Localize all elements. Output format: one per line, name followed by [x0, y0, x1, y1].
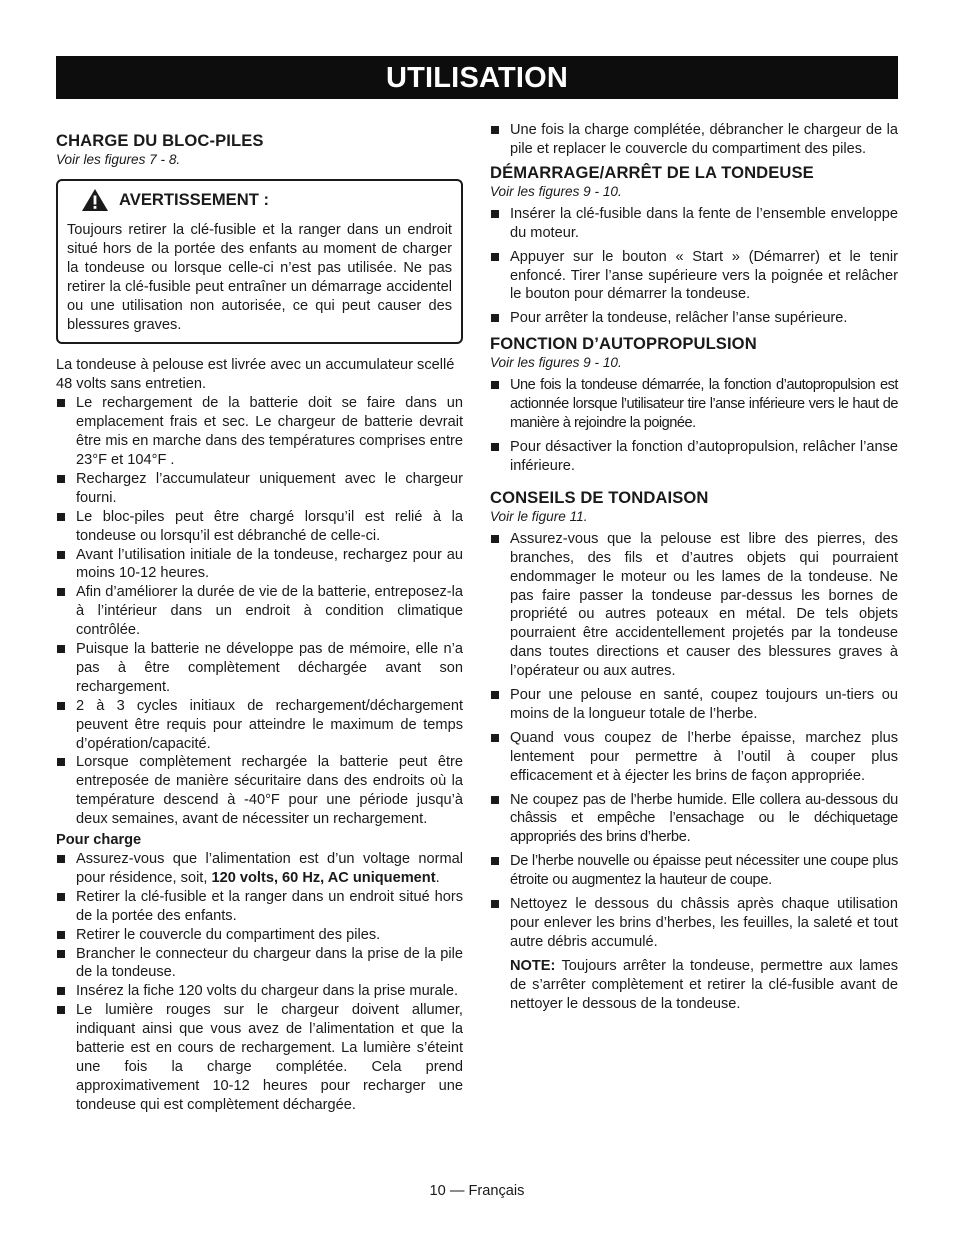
figure-reference: Voir les figures 9 - 10. [490, 183, 622, 199]
list-item [490, 376, 898, 433]
note-text: Toujours arrêter la tondeuse, permettre aux lames de s’arrêter complètement et retirer la clé-fusible avant de nettoyer le dessous de la tondeuse. [510, 957, 898, 1012]
list-item [490, 309, 898, 328]
list-item [56, 945, 463, 983]
bullet-square-icon [491, 210, 499, 218]
list-item-text: Une fois la charge complétée, débrancher le chargeur de la pile et replacer le couvercle du compartiment des piles. [510, 122, 898, 157]
list-item-text: Pour une pelouse en santé, coupez toujours un-tiers ou moins de la longueur totale de l’herbe. [510, 687, 898, 722]
list-item [490, 248, 898, 305]
page-footer: 10 — Français [429, 1183, 525, 1199]
list-item-text: Puisque la batterie ne développe pas de mémoire, elle n’a pas à être complètement déchargée avant son rechargement. [76, 641, 463, 695]
list-item [56, 546, 463, 584]
list-item-text: Pour arrêter la tondeuse, relâcher l’anse supérieure. [510, 310, 848, 327]
section-heading-charge: CHARGE DU BLOC-PILES [56, 131, 264, 150]
list-item-text: . [435, 869, 440, 886]
list-item [56, 640, 463, 697]
voltage-emphasis: 120 volts, 60 Hz, AC uniquement [211, 869, 436, 886]
list-item [56, 508, 463, 546]
bullet-square-icon [491, 796, 499, 804]
note-paragraph [490, 957, 898, 1014]
bullet-square-icon [57, 475, 65, 483]
page-title-banner: UTILISATION [56, 56, 898, 99]
bullet-square-icon [57, 855, 65, 863]
list-item [56, 697, 463, 754]
list-item [56, 470, 463, 508]
bullet-square-icon [491, 900, 499, 908]
section-heading-self-propel: FONCTION D’AUTOPROPULSION [490, 334, 757, 354]
list-item [490, 791, 898, 848]
list-item [56, 583, 463, 640]
list-item [56, 1001, 463, 1114]
bullet-square-icon [57, 1006, 65, 1014]
bullet-square-icon [491, 443, 499, 451]
tips-bullet-list [490, 530, 898, 952]
bullet-square-icon [57, 758, 65, 766]
list-item-text: 2 à 3 cycles initiaux de rechargement/déchargement peuvent être requis pour atteindre le maximum de temps d’opération/capacité. [76, 697, 463, 752]
subheading-pour-charge: Pour charge [56, 832, 142, 849]
note-label: NOTE: [510, 957, 556, 974]
pour-charge-bullet-list [56, 850, 463, 1115]
list-item-text: Nettoyez le dessous du châssis après chaque utilisation pour enlever les brins d’herbes, les feuilles, la saleté et tout autre débris accumulé. [510, 896, 898, 950]
list-item [56, 982, 463, 1001]
warning-title: AVERTISSEMENT : [119, 189, 269, 209]
list-item-text: Rechargez l’accumulateur uniquement avec le chargeur fourni. [76, 470, 463, 506]
bullet-square-icon [491, 253, 499, 261]
list-item [490, 530, 898, 681]
list-item-text: Ne coupez pas de l’herbe humide. Elle collera au-dessous du châssis et empêche l’ensachage ou le déchiquetage appropriés des brins d’herbe. [510, 791, 898, 846]
bullet-square-icon [57, 987, 65, 995]
list-item-text: Le bloc-piles peut être chargé lorsqu’il est relié à la tondeuse ou lorsqu’il est débranché de celle-ci. [76, 508, 463, 544]
warning-box [56, 179, 463, 344]
bullet-square-icon [491, 535, 499, 543]
list-item-text: Le lumière rouges sur le chargeur doivent allumer, indiquant ainsi que vous avez de l’alimentation et que la batterie est en cours de rechargement. La lumière s’éteint une fois la charge complétée. Cela prend approximativement 10-12 heures pour recharger une tondeuse qui est complètement déchargée. [76, 1002, 463, 1113]
section-heading-mowing-tips: CONSEILS DE TONDAISON [490, 487, 709, 507]
list-item-text: Retirer la clé-fusible et la ranger dans un endroit situé hors de la portée des enfants. [76, 888, 463, 924]
list-item-text: Retirer le couvercle du compartiment des piles. [76, 926, 381, 943]
list-item [56, 394, 463, 470]
warning-triangle-icon [81, 188, 109, 212]
list-item-text: Une fois la tondeuse démarrée, la fonction d’autopropulsion est actionnée lorsque l’utilisateur tire l’anse inférieure vers le haut de manière à rejoindre la poignée. [510, 377, 898, 432]
list-item-text: Pour désactiver la fonction d’autopropulsion, relâcher l’anse inférieure. [510, 438, 898, 474]
figure-reference: Voir les figures 7 - 8. [56, 152, 181, 167]
start-bullet-list [490, 205, 898, 328]
top-bullet-list [490, 121, 898, 159]
list-item-text: Insérer la clé-fusible dans la fente de l’ensemble enveloppe du moteur. [510, 205, 898, 241]
list-item [490, 729, 898, 786]
bullet-square-icon [491, 734, 499, 742]
list-item-text: Assurez-vous que la pelouse est libre des pierres, des branches, des fils et d’autres objets qui pourraient endommager le moteur ou les lames de la tondeuse. Ne pas faire passer la tondeuse par-dessus les bornes de propriété ou autres poteaux en métal. De tels objets pourraient être accidentellement projetés par la tondeuse dans toutes directions et causer des blessures graves à l’opérateur ou aux autres. [510, 530, 898, 680]
bullet-square-icon [491, 691, 499, 699]
list-item [490, 438, 898, 476]
bullet-square-icon [491, 857, 499, 865]
list-item-text: Avant l’utilisation initiale de la tondeuse, rechargez pour au moins 10-12 heures. [76, 546, 463, 582]
list-item-text: Brancher le connecteur du chargeur dans la prise de la pile de la tondeuse. [76, 945, 463, 981]
bullet-square-icon [57, 931, 65, 939]
left-column [56, 120, 463, 1115]
bullet-square-icon [57, 513, 65, 521]
list-item [490, 895, 898, 952]
bullet-square-icon [491, 314, 499, 322]
warning-text: Toujours retirer la clé-fusible et la ranger dans un endroit situé hors de la portée des enfants au moment de charger la tondeuse ou lorsque celle-ci n’est pas utilisée. Ne pas retirer la clé-fusible peut entraîner un démarrage accidentel ou une utilisation non autorisée, ce qui peut causer des blessures graves. [67, 222, 452, 333]
list-item-text: De l’herbe nouvelle ou épaisse peut nécessiter une coupe plus étroite ou augmentez la hauteur de coupe. [510, 853, 898, 889]
list-item [56, 888, 463, 926]
list-item [490, 852, 898, 890]
self-propel-bullet-list [490, 376, 898, 476]
list-item [56, 753, 463, 829]
list-item-text: Appuyer sur le bouton « Start » (Démarrer) et le tenir enfoncé. Tirer l’anse supérieure vers la poignée et relâcher le bouton pour démarrer la tondeuse. [510, 248, 898, 303]
intro-text: La tondeuse à pelouse est livrée avec un accumulateur scellé 48 volts sans entretien. [56, 357, 455, 393]
bullet-square-icon [57, 950, 65, 958]
list-item-text: Afin d’améliorer la durée de vie de la batterie, entreposez-la à l’intérieur dans un endroit à condition climatique contrôlée. [76, 584, 463, 639]
bullet-square-icon [57, 645, 65, 653]
section-heading-start-stop: DÉMARRAGE/ARRÊT DE LA TONDEUSE [490, 162, 814, 182]
list-item [56, 926, 463, 945]
list-item-text: Insérez la fiche 120 volts du chargeur dans la prise murale. [76, 983, 459, 1000]
bullet-square-icon [491, 126, 499, 134]
right-column [490, 121, 898, 1014]
list-item [490, 121, 898, 159]
list-item-text: Lorsque complètement rechargée la batterie peut être entreposée de manière sécuritaire dans des endroits où la température descend à -40°F pour une période jusqu’à deux semaines, avant de nécessiter un rechargement. [76, 754, 463, 828]
list-item-text: Assurez-vous que l’alimentation est d’un voltage normal pour résidence, soit, [76, 851, 463, 886]
figure-reference: Voir le figure 11. [490, 508, 588, 524]
list-item-text: Le rechargement de la batterie doit se faire dans un emplacement frais et sec. Le chargeur de batterie devrait être mis en marche dans des températures comprises entre 23°F et 104°F . [76, 395, 463, 468]
bullet-square-icon [57, 893, 65, 901]
bullet-square-icon [491, 381, 499, 389]
bullet-square-icon [57, 588, 65, 596]
warning-header [67, 188, 452, 212]
list-item [490, 205, 898, 243]
list-item [490, 686, 898, 724]
figure-reference: Voir les figures 9 - 10. [490, 355, 622, 371]
list-item [56, 850, 463, 888]
charge-bullet-list [56, 394, 463, 829]
bullet-square-icon [57, 399, 65, 407]
bullet-square-icon [57, 702, 65, 710]
bullet-square-icon [57, 551, 65, 559]
list-item-text: Quand vous coupez de l’herbe épaisse, marchez plus lentement pour permettre à l’outil à couper plus efficacement et à éjecter les brins de façon appropriée. [510, 729, 898, 784]
